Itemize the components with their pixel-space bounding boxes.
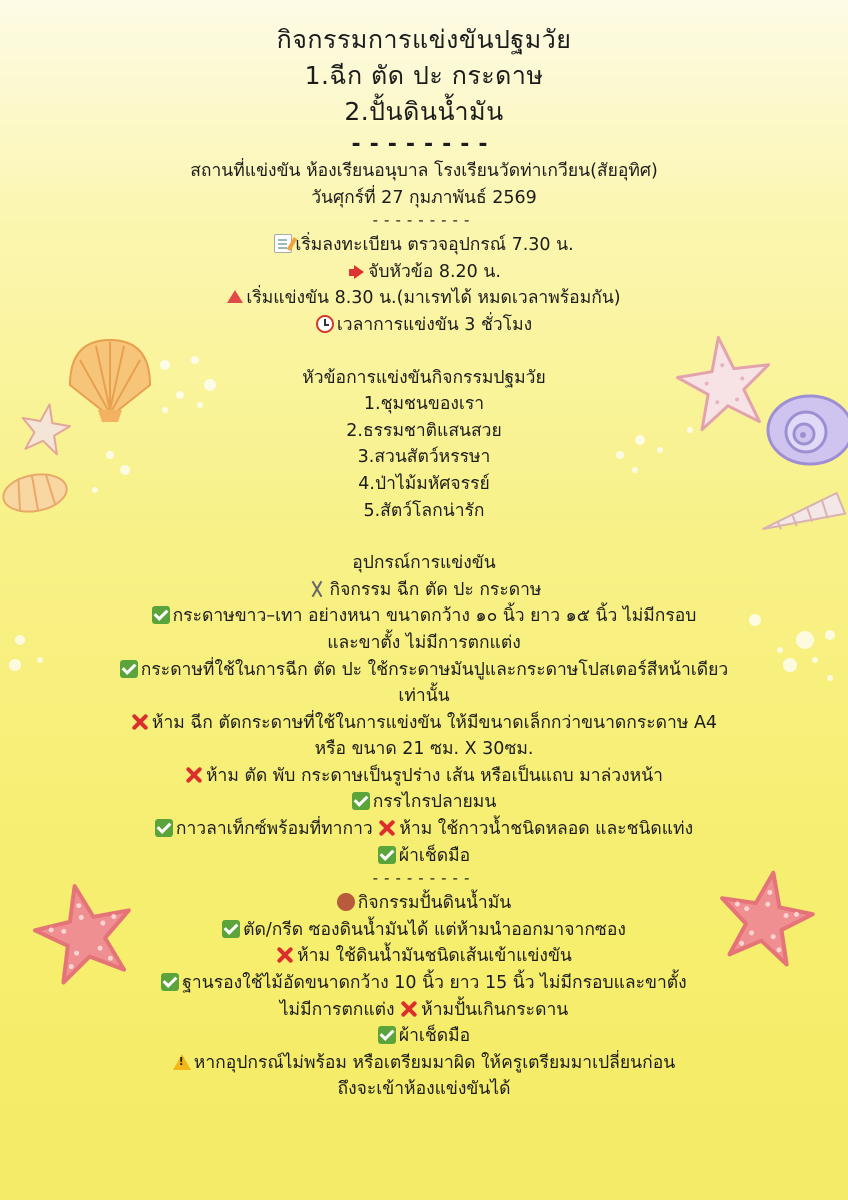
- paper-activity-heading: กิจกรรม ฉีก ตัด ปะ กระดาษ: [0, 577, 848, 604]
- check-icon: [222, 920, 240, 938]
- title-line-1: กิจกรรมการแข่งขันปฐมวัย: [276, 25, 572, 54]
- check-icon: [378, 846, 396, 864]
- cross-icon: [131, 713, 149, 731]
- check-icon: [378, 1026, 396, 1044]
- scissors-icon: [307, 580, 327, 598]
- topic-item: 2.ธรรมชาติแสนสวย: [346, 420, 502, 441]
- cross-icon: [400, 1000, 418, 1018]
- separator: ---------: [372, 869, 476, 888]
- warning-note: !หากอุปกรณ์ไม่พร้อม หรือเตรียมมาผิด ให้ครูเตรียมมาเปลี่ยนก่อน: [0, 1050, 848, 1077]
- check-icon: [120, 660, 138, 678]
- check-icon: [161, 973, 179, 991]
- separator-main: --------: [351, 132, 497, 157]
- memo-icon: [274, 234, 292, 253]
- paper-rule: หรือ ขนาด 21 ซม. X 30ซม.: [314, 739, 534, 760]
- cross-icon: [276, 946, 294, 964]
- venue-text: สถานที่แข่งขัน ห้องเรียนอนุบาล โรงเรียนวัดท่าเกวียน(สัยอุทิศ): [190, 161, 658, 181]
- schedule-duration: เวลาการแข่งขัน 3 ชั่วโมง: [0, 312, 848, 339]
- paper-rule: เท่านั้น: [398, 686, 450, 707]
- paper-rule: กระดาษที่ใช้ในการฉีก ตัด ปะ ใช้กระดาษมันปูและกระดาษโปสเตอร์สีหน้าเดียว: [0, 657, 848, 684]
- clay-rule: ไม่มีการตกแต่ง ห้ามปั้นเกินกระดาน: [279, 999, 569, 1020]
- topics-heading: หัวข้อการแข่งขันกิจกรรมปฐมวัย: [302, 367, 546, 388]
- schedule-draw-topic: จับหัวข้อ 8.20 น.: [0, 259, 848, 286]
- warning-icon: [173, 1054, 191, 1070]
- separator: ---------: [372, 211, 476, 230]
- paper-rule: กรรไกรปลายมน: [0, 789, 848, 816]
- check-icon: [152, 606, 170, 624]
- date-text: วันศุกร์ที่ 27 กุมภาพันธ์ 2569: [311, 187, 537, 208]
- clay-rule: ฐานรองใช้ไม้อัดขนาดกว้าง 10 นิ้ว ยาว 15 นิ้ว ไม่มีกรอบและขาตั้ง: [0, 970, 848, 997]
- red-triangle-icon: [227, 290, 243, 303]
- schedule-start: เริ่มแข่งขัน 8.30 น.(มาเรทได้ หมดเวลาพร้อมกัน): [0, 285, 848, 312]
- paper-rule: และขาตั้ง ไม่มีการตกแต่ง: [327, 632, 521, 653]
- paper-rule: ห้าม ตัด พับ กระดาษเป็นรูปร่าง เส้น หรือเป็นแถบ มาล่วงหน้า: [0, 763, 848, 790]
- paper-rule: ผ้าเช็ดมือ: [0, 843, 848, 870]
- clay-rule: ผ้าเช็ดมือ: [0, 1023, 848, 1050]
- clay-rule: ตัด/กรีด ซองดินน้ำมันได้ แต่ห้ามนำออกมาจากซอง: [0, 917, 848, 944]
- equipment-heading: อุปกรณ์การแข่งขัน: [352, 553, 496, 574]
- title-line-2: 1.ฉีก ตัด ปะ กระดาษ: [304, 61, 544, 90]
- topic-item: 4.ป่าไม้มหัศจรรย์: [358, 473, 490, 494]
- topic-item: 3.สวนสัตว์หรรษา: [357, 447, 491, 468]
- brown-circle-icon: [337, 893, 355, 911]
- topic-item: 1.ชุมชนของเรา: [363, 394, 485, 415]
- schedule-registration: เริ่มลงทะเบียน ตรวจอุปกรณ์ 7.30 น.: [0, 232, 848, 259]
- title-line-3: 2.ปั้นดินน้ำมัน: [344, 97, 504, 126]
- paper-rule: กาวลาเท็กซ์พร้อมที่ทากาว ห้าม ใช้กาวน้ำชนิดหลอด และชนิดแท่ง: [0, 816, 848, 843]
- clay-rule: ห้าม ใช้ดินน้ำมันชนิดเส้นเข้าแข่งขัน: [0, 943, 848, 970]
- alarm-clock-icon: [316, 315, 334, 333]
- megaphone-icon: [347, 264, 365, 280]
- paper-rule: กระดาษขาว–เทา อย่างหนา ขนาดกว้าง ๑๐ นิ้ว ยาว ๑๕ นิ้ว ไม่มีกรอบ: [0, 603, 848, 630]
- paper-rule: ห้าม ฉีก ตัดกระดาษที่ใช้ในการแข่งขัน ให้มีขนาดเล็กกว่าขนาดกระดาษ A4: [0, 710, 848, 737]
- cross-icon: [378, 819, 396, 837]
- warning-note-cont: ถึงจะเข้าห้องแข่งขันได้: [337, 1079, 511, 1100]
- clay-activity-heading: กิจกรรมปั้นดินน้ำมัน: [0, 890, 848, 917]
- cross-icon: [185, 766, 203, 784]
- topic-item: 5.สัตว์โลกน่ารัก: [363, 500, 485, 521]
- check-icon: [352, 792, 370, 810]
- check-icon: [155, 819, 173, 837]
